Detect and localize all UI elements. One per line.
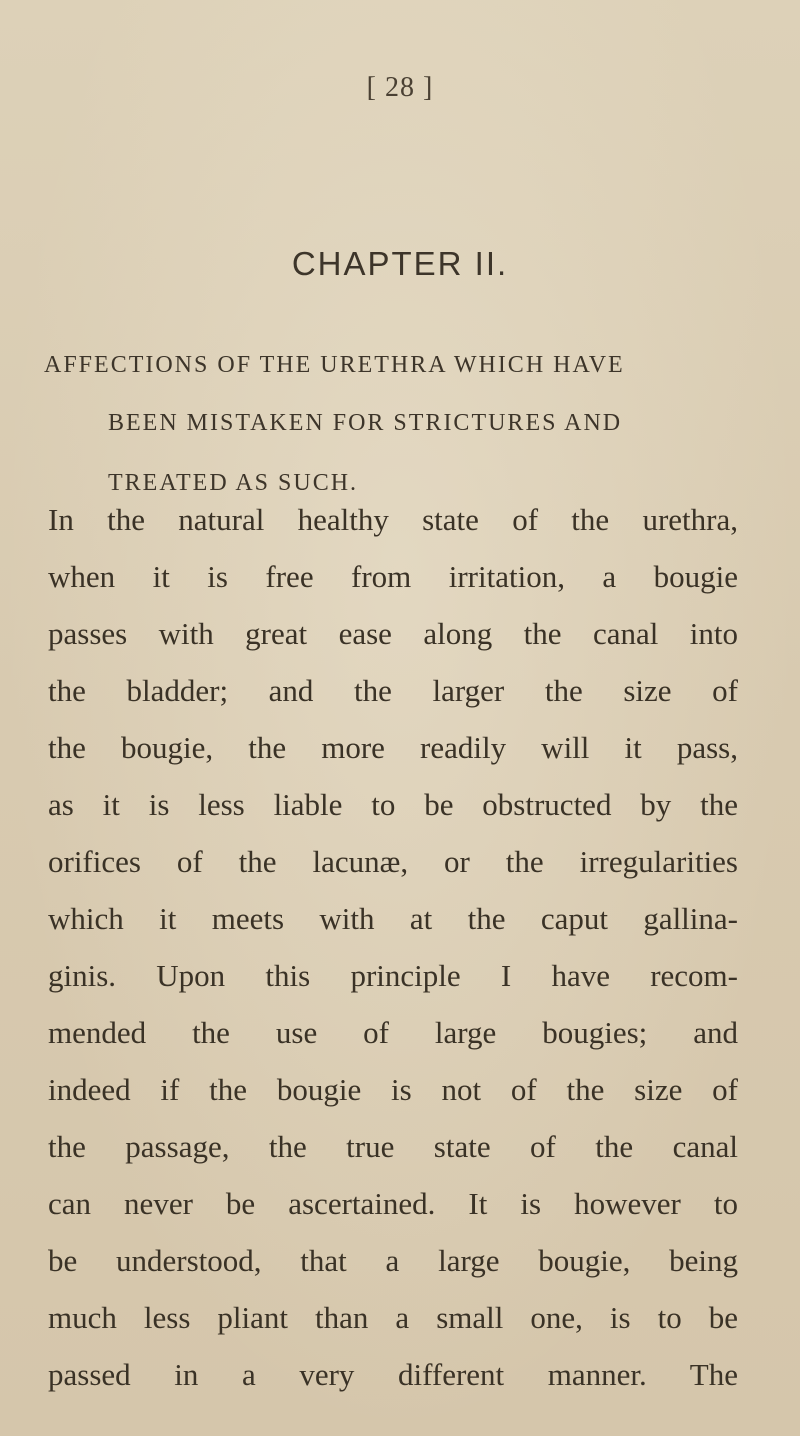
body-line: passes with great ease along the canal into <box>48 616 738 651</box>
subheading-line: AFFECTIONS OF THE URETHRA WHICH HAVE <box>44 352 625 378</box>
body-line: indeed if the bougie is not of the size of <box>48 1072 738 1107</box>
body-line: the passage, the true state of the canal <box>48 1129 738 1164</box>
body-line: which it meets with at the caput gallina- <box>48 901 738 936</box>
body-line: orifices of the lacunæ, or the irregularities <box>48 844 738 879</box>
body-line: passed in a very different manner. The <box>48 1357 738 1392</box>
page-number: [ 28 ] <box>366 72 434 103</box>
subheading-line: TREATED AS SUCH. <box>108 470 359 496</box>
body-line: In the natural healthy state of the urethra, <box>48 502 738 537</box>
subheading-line: BEEN MISTAKEN FOR STRICTURES AND <box>108 410 623 436</box>
body-line: much less pliant than a small one, is to be <box>48 1300 738 1335</box>
body-line: mended the use of large bougies; and <box>48 1015 738 1050</box>
body-line: as it is less liable to be obstructed by the <box>48 787 738 822</box>
body-line: be understood, that a large bougie, being <box>48 1243 738 1278</box>
body-line: the bougie, the more readily will it pass, <box>48 730 738 765</box>
body-line: can never be ascertained. It is however to <box>48 1186 738 1221</box>
body-line: ginis. Upon this principle I have recom- <box>48 958 738 993</box>
chapter-title: CHAPTER II. <box>291 245 509 282</box>
body-line: the bladder; and the larger the size of <box>48 673 738 708</box>
body-line: when it is free from irritation, a bougie <box>48 559 738 594</box>
